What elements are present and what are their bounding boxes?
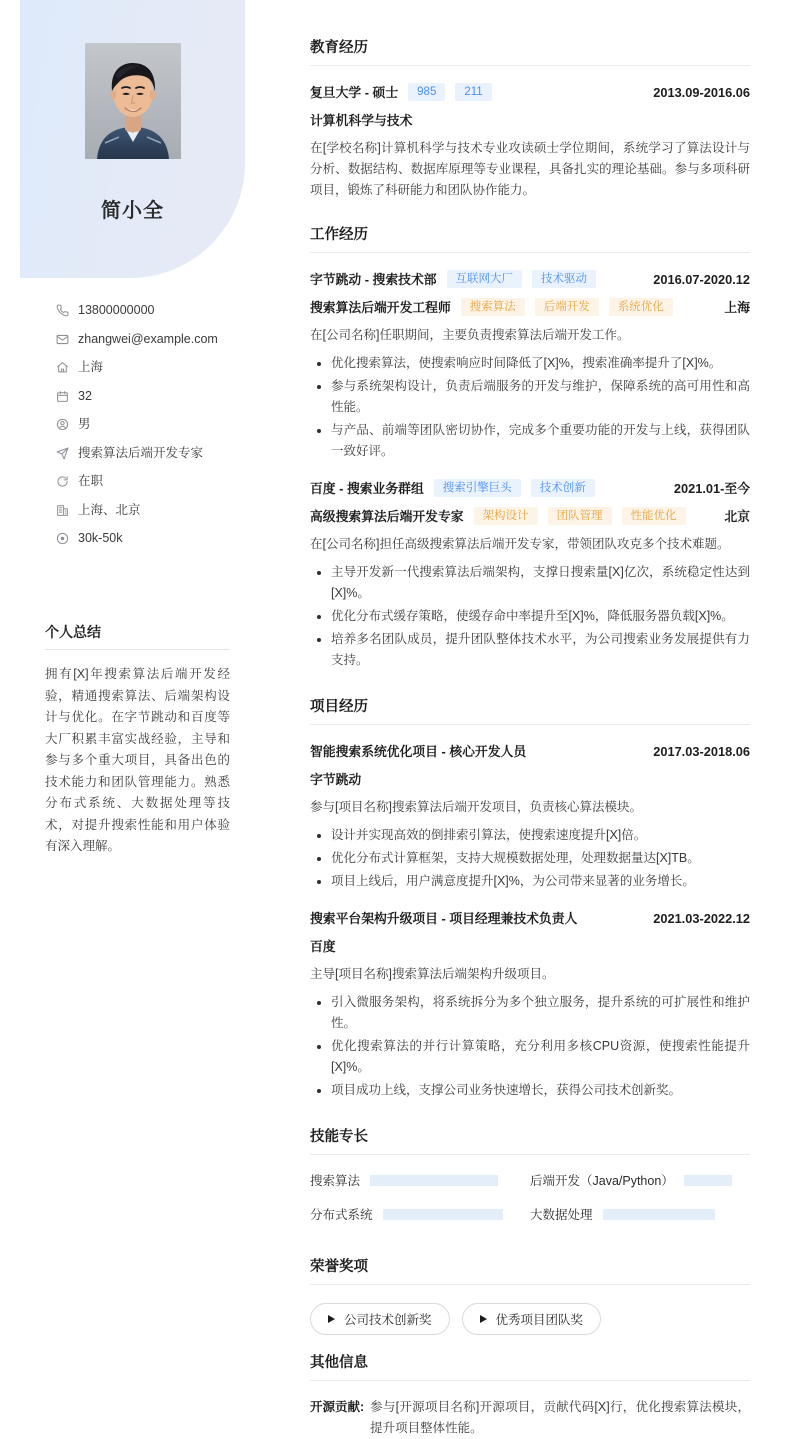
phone-icon bbox=[55, 303, 69, 318]
contact-email-value: zhangwei@example.com bbox=[78, 331, 218, 346]
skill-bar-fill bbox=[383, 1209, 503, 1220]
work-company-tag: 互联网大厂 bbox=[447, 270, 523, 288]
work-company: 百度 - 搜索业务群组 bbox=[310, 481, 424, 496]
education-date: 2013.09-2016.06 bbox=[653, 85, 750, 100]
avatar bbox=[85, 43, 181, 159]
contact-gender bbox=[55, 417, 285, 432]
project-bullet: 项目成功上线，支撑公司业务快速增长，获得公司技术创新奖。 bbox=[310, 1080, 750, 1101]
skills-heading: 技能专长 bbox=[310, 1125, 750, 1155]
education-entry-header bbox=[310, 82, 750, 101]
work-role-tag: 团队管理 bbox=[548, 507, 612, 525]
work-role: 高级搜索算法后端开发专家 bbox=[310, 509, 464, 524]
project-date: 2017.03-2018.06 bbox=[653, 744, 750, 759]
project-name: 智能搜索系统优化项目 - 核心开发人员 bbox=[310, 744, 527, 759]
skill-item bbox=[310, 1205, 530, 1223]
gender-icon bbox=[55, 417, 69, 432]
skill-name: 后端开发（Java/Python） bbox=[530, 1174, 674, 1188]
skills-grid bbox=[310, 1171, 750, 1239]
home-icon bbox=[55, 360, 69, 375]
other-info-row bbox=[310, 1397, 750, 1439]
work-company-tag: 搜索引擎巨头 bbox=[434, 479, 521, 497]
refresh-icon bbox=[55, 474, 69, 489]
contact-age bbox=[55, 389, 285, 404]
work-role-tag: 系统优化 bbox=[609, 298, 673, 316]
awards-heading: 荣誉奖项 bbox=[310, 1255, 750, 1285]
skill-bar-track bbox=[603, 1209, 736, 1220]
work-company-tag: 技术驱动 bbox=[532, 270, 596, 288]
work-role-tag: 后端开发 bbox=[535, 298, 599, 316]
work-bullet: 与产品、前端等团队密切协作，完成多个重要功能的开发与上线，获得团队一致好评。 bbox=[310, 420, 750, 462]
project-bullet-list bbox=[310, 992, 750, 1101]
skill-bar-track bbox=[370, 1175, 516, 1186]
education-entry bbox=[310, 82, 750, 201]
work-date: 2021.01-至今 bbox=[673, 481, 750, 496]
contact-status bbox=[55, 474, 285, 489]
work-city: 北京 bbox=[724, 509, 750, 524]
contact-position-value: 搜索算法后端开发专家 bbox=[78, 445, 204, 460]
summary-text: 拥有[X]年搜索算法后端开发经验，精通搜索算法、后端架构设计与优化。在字节跳动和百度等大厂积累丰富实战经验，主导和参与多个重大项目，具备出色的技术能力和团队管理能力。熟悉分布式系统、大数据处理等技术，对提升搜索性能和用户体验有深入理解。 bbox=[45, 667, 230, 853]
building-icon bbox=[55, 503, 69, 518]
awards-list bbox=[310, 1303, 750, 1335]
play-triangle-icon bbox=[480, 1315, 487, 1323]
skills-section bbox=[310, 1125, 750, 1239]
skill-name: 搜索算法 bbox=[310, 1174, 361, 1188]
work-bullet: 参与系统架构设计，负责后端服务的开发与维护，保障系统的高可用性和高性能。 bbox=[310, 376, 750, 418]
work-city: 上海 bbox=[724, 300, 750, 315]
project-bullet: 项目上线后，用户满意度提升[X]%，为公司带来显著的业务增长。 bbox=[310, 871, 750, 892]
project-bullet: 优化分布式计算框架，支持大规模数据处理，处理数据量达[X]TB。 bbox=[310, 848, 750, 869]
target-icon bbox=[55, 531, 69, 546]
work-entry-role-row bbox=[310, 506, 750, 525]
project-entry-header bbox=[310, 741, 750, 760]
education-heading: 教育经历 bbox=[310, 36, 750, 66]
skill-item bbox=[310, 1171, 530, 1189]
summary-section bbox=[45, 622, 230, 858]
contact-work-location-value: 上海、北京 bbox=[78, 502, 141, 517]
other-info-label: 开源贡献: bbox=[310, 1400, 365, 1414]
skill-bar-fill bbox=[684, 1175, 732, 1186]
award-chip[interactable] bbox=[310, 1303, 450, 1335]
work-entry bbox=[310, 269, 750, 462]
contact-salary-value: 30k-50k bbox=[78, 531, 123, 545]
photo-header-block bbox=[20, 0, 245, 278]
contact-position bbox=[55, 446, 285, 461]
project-description: 主导[项目名称]搜索算法后端架构升级项目。 bbox=[310, 967, 555, 981]
skill-bar-fill bbox=[603, 1209, 715, 1220]
other-info-value: 参与[开源项目名称]开源项目，贡献代码[X]行，优化搜索算法模块，提升项目整体性能。 bbox=[370, 1400, 750, 1435]
play-triangle-icon bbox=[328, 1315, 335, 1323]
skill-item bbox=[530, 1171, 750, 1189]
education-tag-211: 211 bbox=[455, 83, 491, 101]
contact-list bbox=[55, 303, 285, 560]
education-school: 复旦大学 - 硕士 bbox=[310, 85, 399, 100]
work-entry bbox=[310, 478, 750, 671]
contact-phone bbox=[55, 303, 285, 318]
other-info-section bbox=[310, 1351, 750, 1439]
project-name: 搜索平台架构升级项目 - 项目经理兼技术负责人 bbox=[310, 911, 578, 926]
work-role-tag: 性能优化 bbox=[622, 507, 686, 525]
person-name: 简小全 bbox=[101, 200, 164, 222]
contact-phone-value: 13800000000 bbox=[78, 303, 155, 317]
project-entry bbox=[310, 741, 750, 892]
work-bullet-list bbox=[310, 562, 750, 671]
project-date: 2021.03-2022.12 bbox=[653, 911, 750, 926]
project-entry-header bbox=[310, 908, 750, 927]
work-entry-role-row bbox=[310, 297, 750, 316]
education-major: 计算机科学与技术 bbox=[310, 113, 413, 128]
contact-age-value: 32 bbox=[78, 388, 92, 403]
work-date: 2016.07-2020.12 bbox=[653, 272, 750, 287]
skill-name: 分布式系统 bbox=[310, 1208, 373, 1222]
contact-work-location bbox=[55, 503, 285, 518]
project-bullet: 引入微服务架构，将系统拆分为多个独立服务，提升系统的可扩展性和维护性。 bbox=[310, 992, 750, 1034]
work-bullet: 主导开发新一代搜索算法后端架构，支撑日搜索量[X]亿次，系统稳定性达到[X]%。 bbox=[310, 562, 750, 604]
work-bullet: 培养多名团队成员，提升团队整体技术水平，为公司搜索业务发展提供有力支持。 bbox=[310, 629, 750, 671]
work-heading: 工作经历 bbox=[310, 223, 750, 253]
other-info-heading: 其他信息 bbox=[310, 1351, 750, 1381]
education-tag-985: 985 bbox=[408, 83, 445, 101]
contact-hometown-value: 上海 bbox=[78, 360, 104, 374]
work-description: 在[公司名称]任职期间，主要负责搜索算法后端开发工作。 bbox=[310, 328, 630, 342]
award-chip[interactable] bbox=[462, 1303, 602, 1335]
envelope-icon bbox=[55, 332, 69, 347]
award-label: 公司技术创新奖 bbox=[344, 1313, 432, 1327]
contact-status-value: 在职 bbox=[78, 474, 104, 488]
project-bullet-list bbox=[310, 825, 750, 892]
project-description: 参与[项目名称]搜索算法后端开发项目，负责核心算法模块。 bbox=[310, 800, 642, 814]
skill-bar-track bbox=[684, 1175, 736, 1186]
contact-email bbox=[55, 332, 285, 347]
awards-section bbox=[310, 1255, 750, 1335]
work-company: 字节跳动 - 搜索技术部 bbox=[310, 272, 437, 287]
work-role: 搜索算法后端开发工程师 bbox=[310, 300, 451, 315]
contact-salary bbox=[55, 531, 285, 546]
work-bullet-list bbox=[310, 353, 750, 462]
work-section bbox=[310, 223, 750, 671]
award-label: 优秀项目团队奖 bbox=[495, 1313, 584, 1327]
work-bullet: 优化分布式缓存策略，使缓存命中率提升至[X]%，降低服务器负载[X]%。 bbox=[310, 606, 750, 627]
project-company: 百度 bbox=[310, 939, 336, 954]
project-entry bbox=[310, 908, 750, 1101]
project-bullet: 设计并实现高效的倒排索引算法，使搜索速度提升[X]倍。 bbox=[310, 825, 750, 846]
contact-hometown bbox=[55, 360, 285, 375]
skill-name: 大数据处理 bbox=[530, 1208, 593, 1222]
work-role-tag: 架构设计 bbox=[474, 507, 538, 525]
paper-plane-icon bbox=[55, 446, 69, 461]
summary-heading: 个人总结 bbox=[45, 622, 230, 650]
projects-heading: 项目经历 bbox=[310, 695, 750, 725]
sidebar bbox=[0, 0, 300, 1366]
work-description: 在[公司名称]担任高级搜索算法后端开发专家，带领团队攻克多个技术难题。 bbox=[310, 537, 730, 551]
skill-bar-track bbox=[383, 1209, 516, 1220]
work-bullet: 优化搜索算法，使搜索响应时间降低了[X]%，搜索准确率提升了[X]%。 bbox=[310, 353, 750, 374]
projects-section bbox=[310, 695, 750, 1101]
calendar-icon bbox=[55, 389, 69, 404]
work-company-tag: 技术创新 bbox=[531, 479, 595, 497]
work-entry-company-row bbox=[310, 478, 750, 497]
project-bullet: 优化搜索算法的并行计算策略，充分利用多核CPU资源，使搜索性能提升[X]%。 bbox=[310, 1036, 750, 1078]
work-role-tag: 搜索算法 bbox=[461, 298, 525, 316]
skill-bar-fill bbox=[370, 1175, 498, 1186]
main-content bbox=[300, 0, 794, 1435]
education-section bbox=[310, 36, 750, 201]
skill-item bbox=[530, 1205, 750, 1223]
project-company: 字节跳动 bbox=[310, 772, 362, 787]
work-entry-company-row bbox=[310, 269, 750, 288]
education-description: 在[学校名称]计算机科学与技术专业攻读硕士学位期间，系统学习了算法设计与分析、数据结构、数据库原理等专业课程，具备扎实的理论基础。参与多项科研项目，锻炼了科研能力和团队协作能力。 bbox=[310, 141, 750, 197]
contact-gender-value: 男 bbox=[78, 417, 91, 431]
